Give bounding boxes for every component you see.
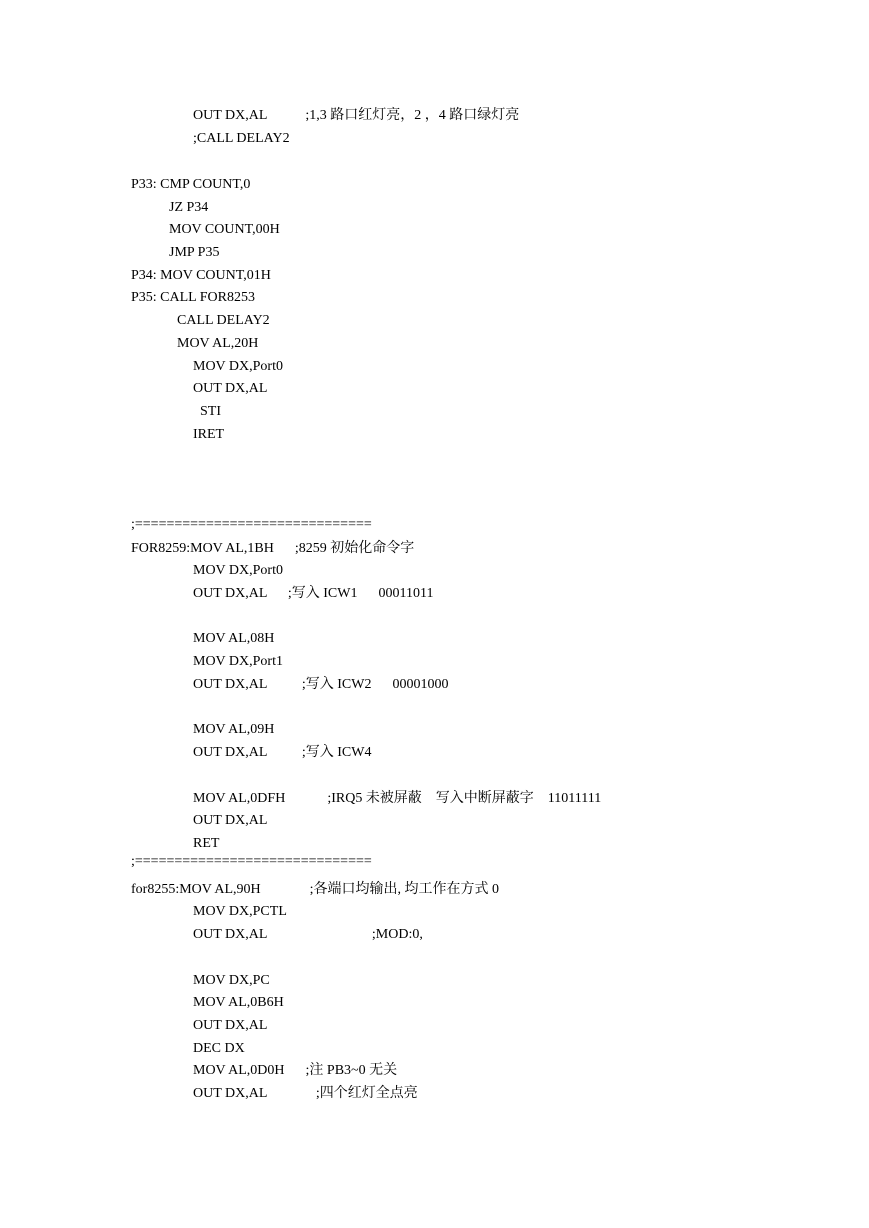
separator-line: ;============================== xyxy=(131,517,372,532)
code-line: MOV AL,0B6H xyxy=(193,995,284,1010)
code-line: P33: CMP COUNT,0 xyxy=(131,177,251,192)
code-line: ;CALL DELAY2 xyxy=(193,131,290,146)
code-line: OUT DX,AL xyxy=(193,813,268,828)
code-line: MOV DX,PC xyxy=(193,973,270,988)
code-line: MOV DX,Port0 xyxy=(193,359,283,374)
code-line: MOV COUNT,00H xyxy=(169,222,280,237)
code-line: MOV AL,08H xyxy=(193,631,275,646)
code-line: FOR8259:MOV AL,1BH ;8259 初始化命令字 xyxy=(131,541,415,556)
code-line: OUT DX,AL ;写入 ICW4 xyxy=(193,745,372,760)
code-line: OUT DX,AL ;四个红灯全点亮 xyxy=(193,1086,418,1101)
code-line: CALL DELAY2 xyxy=(177,313,270,328)
code-line: DEC DX xyxy=(193,1041,245,1056)
code-line: P35: CALL FOR8253 xyxy=(131,290,255,305)
code-line: OUT DX,AL ;1,3 路口红灯亮，2 ，4 路口绿灯亮 xyxy=(193,108,520,123)
code-line: MOV AL,09H xyxy=(193,722,275,737)
code-line: MOV DX,Port0 xyxy=(193,563,283,578)
code-line: RET xyxy=(193,836,220,851)
code-line: MOV DX,Port1 xyxy=(193,654,283,669)
code-line: OUT DX,AL ;写入 ICW1 00011011 xyxy=(193,586,434,601)
code-line: OUT DX,AL ;写入 ICW2 00001000 xyxy=(193,677,449,692)
code-line: OUT DX,AL xyxy=(193,381,268,396)
code-line: OUT DX,AL xyxy=(193,1018,268,1033)
code-line: for8255:MOV AL,90H ;各端口均输出, 均工作在方式 0 xyxy=(131,882,500,897)
code-line: MOV AL,0D0H ;注 PB3~0 无关 xyxy=(193,1063,398,1078)
code-line: JZ P34 xyxy=(169,200,209,215)
separator-line: ;============================== xyxy=(131,854,372,869)
code-line: JMP P35 xyxy=(169,245,220,260)
code-line: IRET xyxy=(193,427,225,442)
code-line: OUT DX,AL ;MOD:0, xyxy=(193,927,423,942)
code-line: STI xyxy=(200,404,221,419)
code-line: MOV DX,PCTL xyxy=(193,904,287,919)
code-line: MOV AL,20H xyxy=(177,336,259,351)
code-line: MOV AL,0DFH ;IRQ5 未被屏蔽 写入中断屏蔽字 11011111 xyxy=(193,791,602,806)
code-line: P34: MOV COUNT,01H xyxy=(131,268,271,283)
